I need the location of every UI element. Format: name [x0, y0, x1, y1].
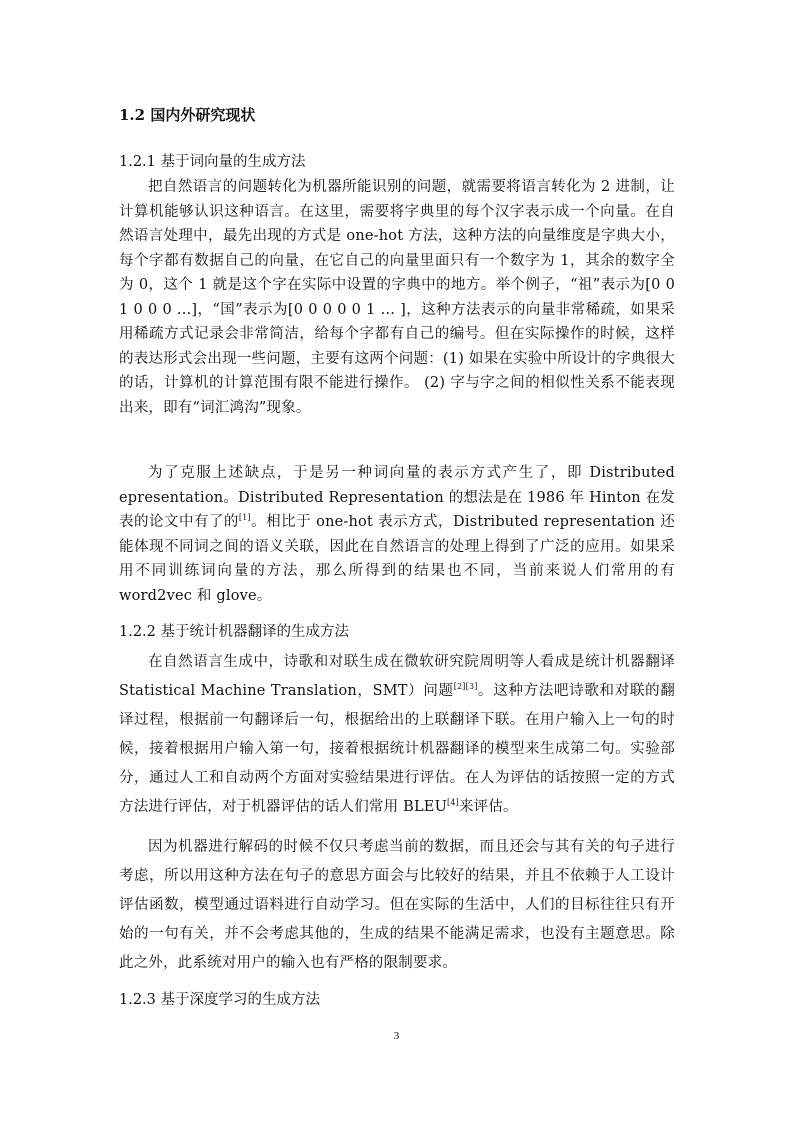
- subsection-title: 基于统计机器翻译的生成方法: [160, 624, 350, 640]
- paragraph-text: 。相比于 one-hot 表示方式，Distributed representation 还能体现不同词之间的语义关联，因此在自然语言的处理上得到了广泛的应用。如果采用不同训练词向量的方法，那么所得到的结果也不同，当前来说人们常用的有 word2vec 和 glove。: [119, 514, 675, 604]
- subsection-number: 1.2.1: [119, 154, 156, 170]
- citation-ref: [2]: [453, 682, 466, 691]
- subsection-heading-1-2-2: [119, 620, 675, 644]
- subsection-title: 基于深度学习的生成方法: [160, 992, 321, 1008]
- citation-ref: [3]: [465, 682, 478, 691]
- paragraph-smt: [119, 648, 675, 822]
- subsection-heading-1-2-1: [119, 150, 675, 174]
- citation-ref: [1]: [238, 513, 251, 522]
- paragraph-one-hot: 把自然语言的问题转化为机器所能识别的问题，就需要将语言转化为 2 进制，让计算机能够认识这种语言。在这里，需要将字典里的每个汉字表示成一个向量。在自然语言处理中，最先出现的方式是 one-hot 方法，这种方法的向量维度是字典大小，每个字都有数据自己的向量，在它自己的向量里面只有一个数字为 1，其余的数字全为 0，这个 1 就是这个字在实际中设置的字典中的地方。举个例子，“祖”表示为[0 0 1 0 0 0 ...]，“国”表示为[0 0 0 0 0 1 ... ]，这种方法表示的向量非常稀疏，如果采用稀疏方式记录会非常简洁，给每个字都有自己的编号。但在实际操作的时候，这样的表达形式会出现一些问题，主要有这两个问题：(1) 如果在实验中所设计的字典很大的话，计算机的计算范围有限不能进行操作。 (2) 字与字之间的相似性关系不能表现出来，即有“词汇鸿沟”现象。: [119, 179, 675, 416]
- paragraph-text: 为了克服上述缺点，于是另一种词向量的表示方式产生了，即 Distributed epresentation。Distributed Representation 的想法是在 1986 年 Hinton 在发表的论文中有了的: [119, 465, 675, 530]
- paragraph-decoding: 因为机器进行解码的时候不仅只考虑当前的数据，而且还会与其有关的句子进行考虑，所以用这种方法在句子的意思方面会与比较好的结果，并且不依赖于人工设计评估函数，模型通过语料进行自动学习。但在实际的生活中，人们的目标往往只有开始的一句有关，并不会考虑其他的，生成的结果不能满足需求，也没有主题意思。除此之外，此系统对用户的输入也有严格的限制要求。: [119, 839, 675, 971]
- page-number: 3: [393, 1030, 400, 1042]
- paragraph-text: 在自然语言生成中，诗歌和对联生成在微软研究院周明等人看成是统计机器翻译 Statistical Machine Translation，SMT）问题: [119, 654, 675, 699]
- paragraph-distributed: [119, 461, 675, 608]
- citation-ref: [4]: [447, 798, 459, 807]
- section-number: 1.2: [119, 106, 146, 124]
- subsection-number: 1.2.3: [119, 992, 156, 1008]
- section-title: 国内外研究现状: [150, 106, 256, 124]
- subsection-title: 基于词向量的生成方法: [160, 154, 306, 170]
- subsection-heading-1-2-3: [119, 988, 675, 1012]
- paragraph-text: 。这种方法吧诗歌和对联的翻译过程，根据前一句翻译后一句，根据给出的上联翻译下联。在用户输入上一句的时候，接着根据用户输入第一句，接着根据统计机器翻译的模型来生成第二句。实验部分，通过人工和自动两个方面对实验结果进行评估。在人为评估的话按照一定的方式方法进行评估，对于机器评估的话人们常用 BLEU: [119, 683, 675, 815]
- paragraph-text: 来评估。: [458, 799, 518, 815]
- subsection-number: 1.2.2: [119, 624, 156, 640]
- section-heading: [119, 103, 675, 127]
